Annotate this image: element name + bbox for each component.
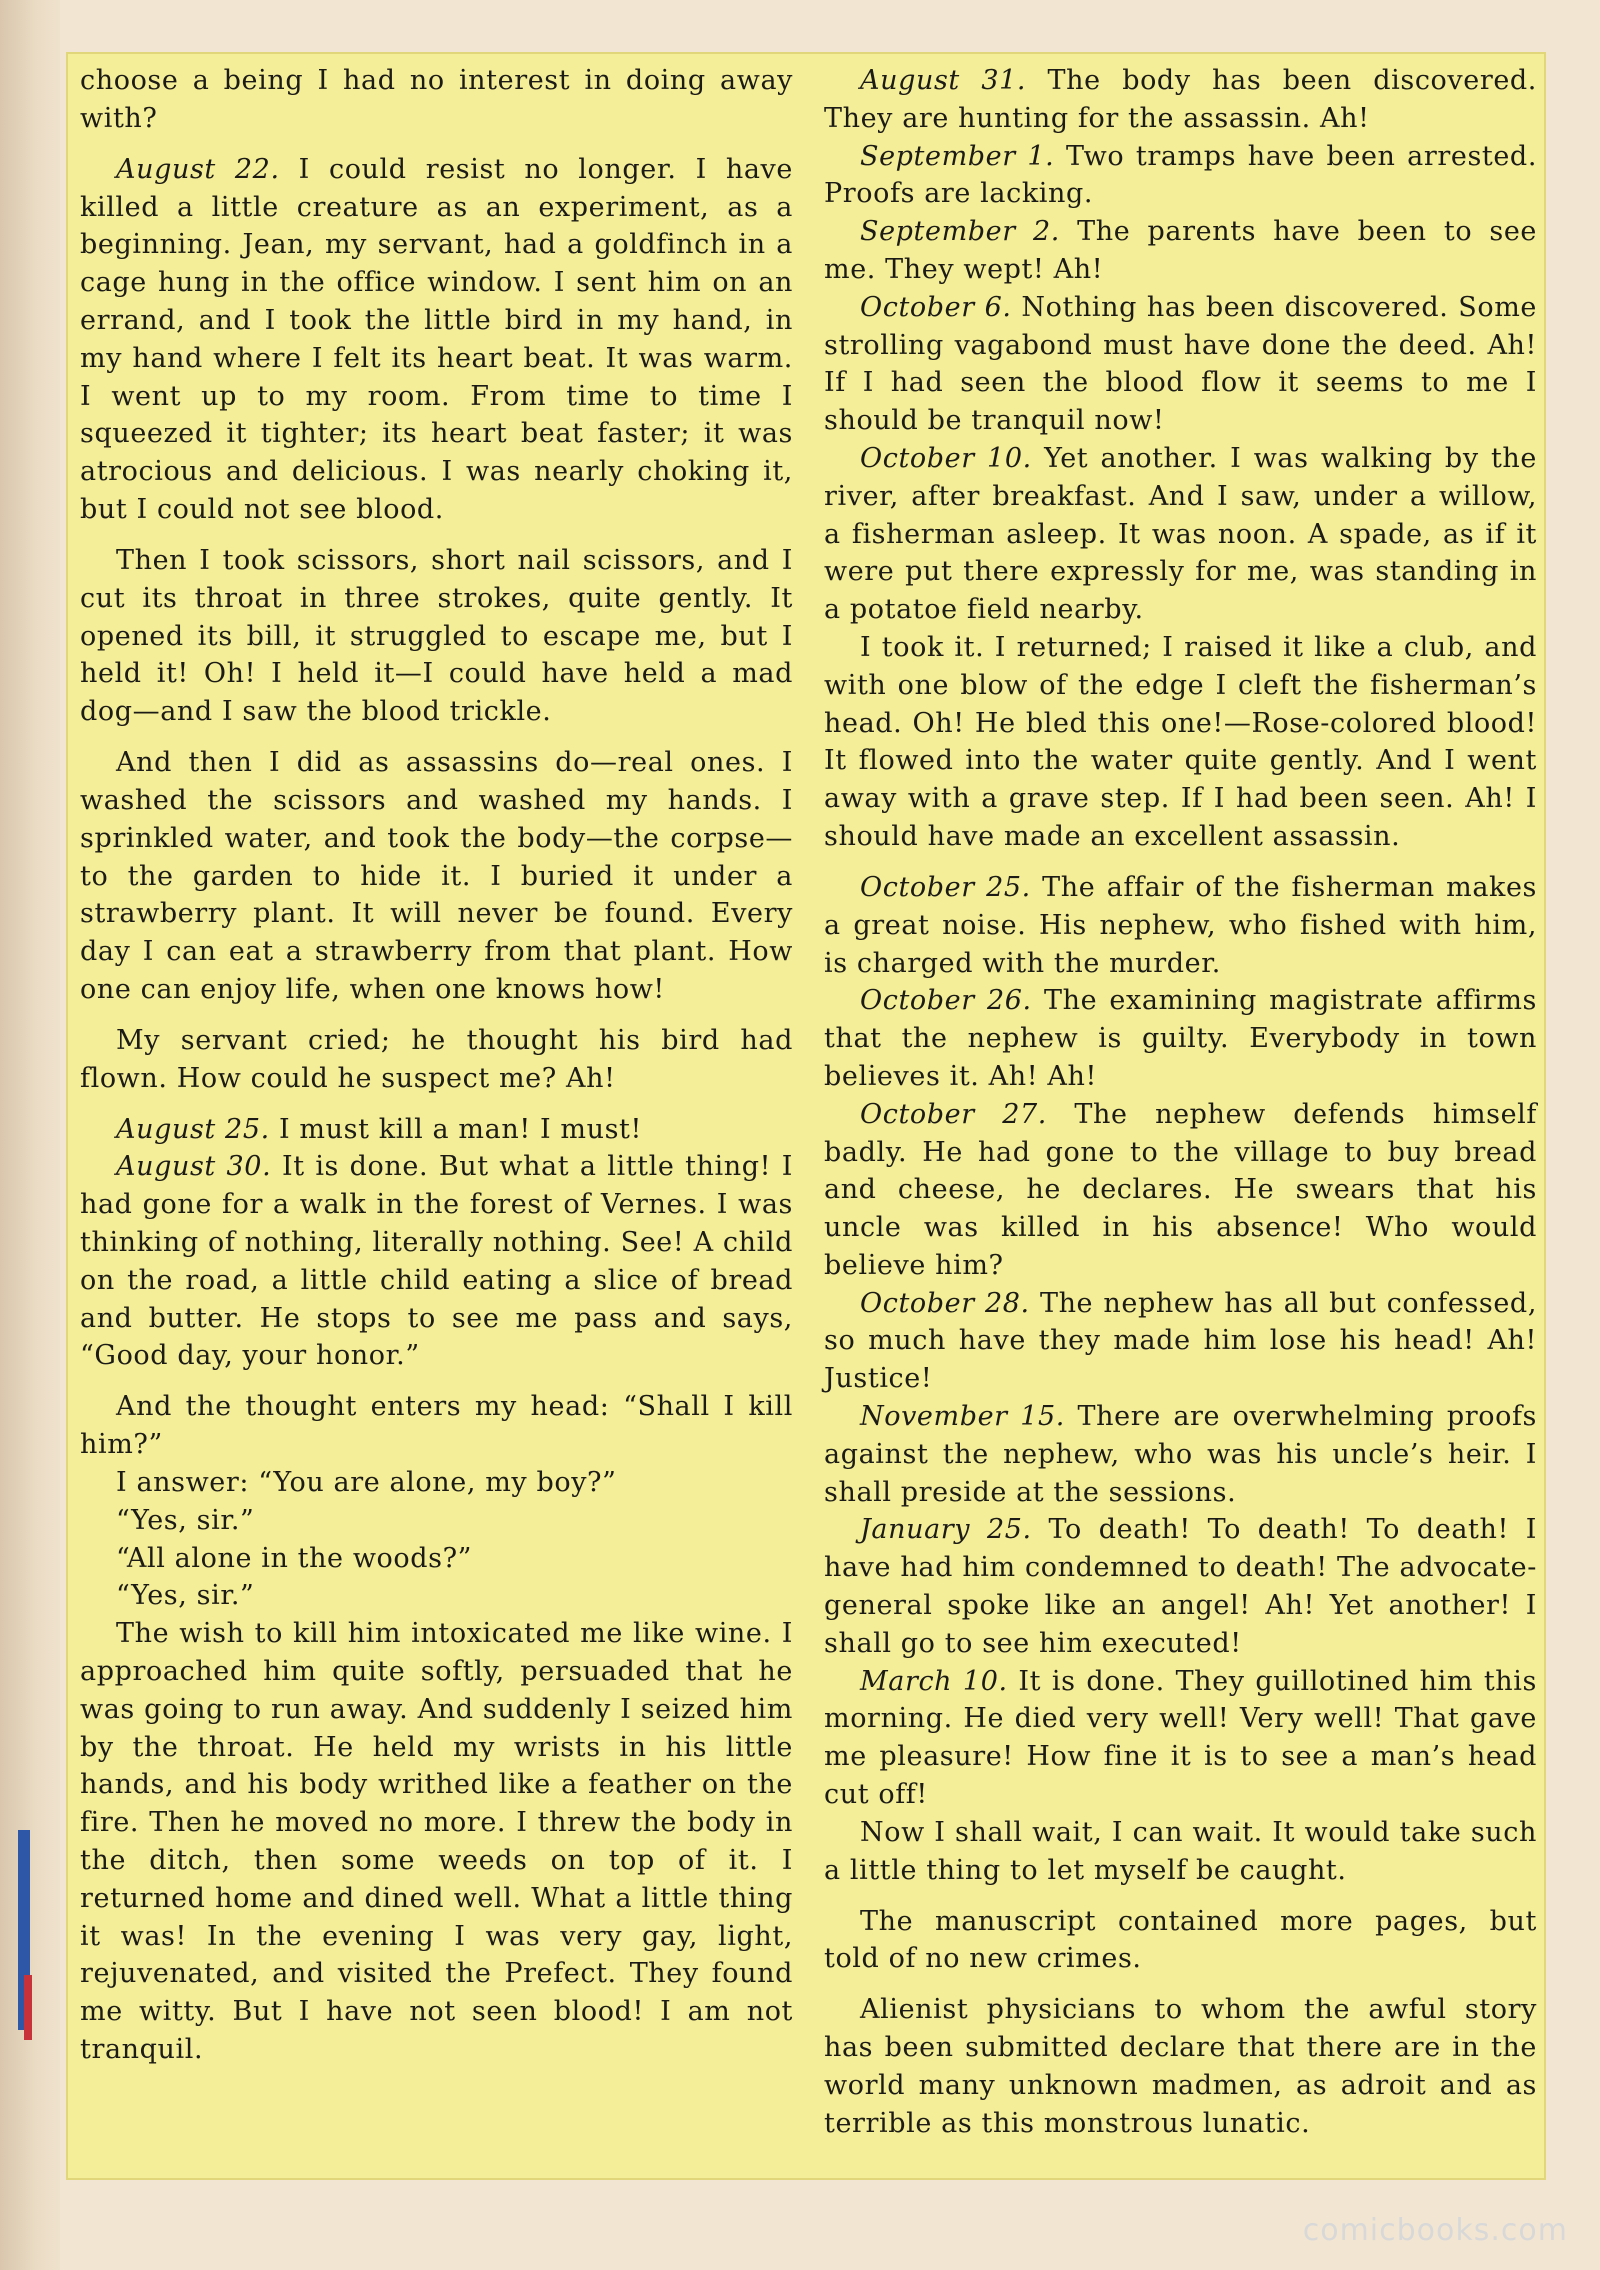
entry-date: November 15. (860, 1401, 1065, 1433)
watermark: comicbooks.com (1302, 2213, 1568, 2248)
paragraph (824, 982, 1537, 1095)
paragraph (824, 440, 1537, 629)
paragraph (80, 1577, 793, 1615)
right-column (824, 62, 1537, 2156)
paragraph-text: The examining magistrate affirms that the nephew is guilty. Everybody in town believes it. Ah! Ah! (824, 985, 1537, 1092)
paragraph (824, 1903, 1537, 1979)
entry-date: August 25. (116, 1113, 270, 1145)
paragraph-text: It is done. But what a little thing! I had gone for a walk in the forest of Vernes. I was thinking of nothing, literally nothing. See! A child on the road, a little child eating a slice of bread and butter. He stops to see me pass and says, “Good day, your honor.” (80, 1151, 793, 1372)
paragraph-text: It is done. They guillotined him this morning. He died very well! Very well! That gave me pleasure! How fine it is to see a man’s head cut off! (824, 1665, 1537, 1811)
paragraph-text: Yet another. I was walking by the river, after breakfast. And I saw, under a willow, a fisherman asleep. It was noon. A spade, as if it were put there expressly for me, was standing in a potatoe field nearby. (824, 442, 1538, 626)
paragraph-text: choose a being I had no interest in doing away with? (80, 65, 793, 134)
paragraph (824, 1398, 1537, 1511)
paragraph (80, 1502, 793, 1540)
paragraph (80, 1464, 793, 1502)
edge-stripe-red (24, 1975, 32, 2040)
paragraph-text: I could resist no longer. I have killed a little creature as an experiment, as a beginning. Jean, my servant, had a goldfinch in a cage hung in the office window. I sent him on an errand, and I took the little bird in my hand, in my hand where I felt its heart beat. It was warm. I went up to my room. From time to time I squeezed it tighter; its heart beat faster; it was atrocious and delicious. I was nearly choking it, but I could not see blood. (80, 153, 793, 525)
paragraph-text: Then I took scissors, short nail scissors, and I cut its throat in three strokes, quite gently. It opened its bill, it struggled to escape me, but I held it! Oh! I held it—I could have held a mad dog—and I saw the blood trickle. (80, 544, 793, 728)
paragraph-text: My servant cried; he thought his bird had flown. How could he suspect me? Ah! (80, 1024, 793, 1094)
paragraph-text: The nephew has all but confessed, so much have they made him lose his head! Ah! Justice! (824, 1287, 1537, 1395)
paragraph-text: “Yes, sir.” (116, 1580, 255, 1612)
left-column (80, 62, 793, 2082)
page-binding-edge (0, 0, 60, 2270)
paragraph (80, 744, 793, 1009)
entry-date: January 25. (860, 1514, 1032, 1546)
paragraph (80, 1148, 793, 1375)
paragraph (80, 151, 793, 529)
paragraph (824, 1991, 1537, 2142)
paragraph (80, 1022, 793, 1098)
paragraph-text: And the thought enters my head: “Shall I kill him?” (80, 1391, 793, 1461)
paragraph-text: The affair of the fisherman makes a great noise. His nephew, who fished with him, is charged with the murder. (824, 871, 1538, 979)
paragraph (824, 1663, 1537, 1814)
paragraph-text: Alienist physicians to whom the awful story has been submitted declare that there are in the world many unknown madmen, as adroit and as terrible as this monstrous lunatic. (824, 1994, 1537, 2139)
entry-date: September 1. (860, 140, 1055, 172)
paragraph-text: I took it. I returned; I raised it like a club, and with one blow of the edge I cleft the fisherman’s head. Oh! He bled this one!—Rose-colored blood! It flowed into the water quite gently. And I went away with a grave step. If I had been seen. Ah! I should have made an excellent assassin. (824, 631, 1537, 852)
paragraph (80, 62, 793, 138)
paragraph (824, 1285, 1537, 1398)
entry-date: August 30. (116, 1151, 272, 1183)
paragraph-text: “All alone in the woods?” (116, 1542, 473, 1574)
paragraph (80, 542, 793, 731)
entry-date: October 28. (860, 1287, 1030, 1319)
paragraph-text: The body has been discovered. They are hunting for the assassin. Ah! (824, 65, 1537, 134)
paragraph-text: “Yes, sir.” (116, 1504, 255, 1536)
paragraph-text: To death! To death! To death! I have had him condemned to death! The advocate-general spoke like an angel! Ah! Yet another! I shall go to see him executed! (824, 1514, 1537, 1659)
paragraph-text: I must kill a man! I must! (269, 1113, 642, 1145)
entry-date: October 10. (860, 442, 1032, 474)
entry-date: October 25. (860, 871, 1031, 903)
paragraph (824, 213, 1537, 289)
paragraph (824, 1511, 1537, 1662)
paragraph (824, 1814, 1537, 1890)
entry-date: October 27. (860, 1098, 1047, 1130)
paragraph (824, 869, 1537, 982)
paragraph (80, 1615, 793, 2069)
paragraph-text: The parents have been to see me. They wept! Ah! (824, 216, 1537, 285)
paragraph-text: Now I shall wait, I can wait. It would take such a little thing to let myself be caught. (824, 1816, 1537, 1886)
entry-date: September 2. (860, 216, 1060, 248)
paragraph (824, 138, 1537, 214)
paragraph (824, 62, 1537, 138)
paragraph-text: Two tramps have been arrested. Proofs are lacking. (824, 140, 1538, 210)
paragraph-text: And then I did as assassins do—real ones. I washed the scissors and washed my hands. I sprinkled water, and took the body—the corpse—to the garden to hide it. I buried it under a strawberry plant. It will never be found. Every day I can eat a strawberry from that plant. How one can enjoy life, when one knows how! (80, 747, 793, 1005)
entry-date: March 10. (860, 1665, 1008, 1697)
paragraph (80, 1388, 793, 1464)
paragraph (80, 1111, 793, 1149)
entry-date: October 6. (860, 291, 1012, 323)
entry-date: August 31. (860, 65, 1027, 96)
paragraph (824, 289, 1537, 440)
paragraph-text: The nephew defends himself badly. He had gone to the village to buy bread and cheese, he declares. He swears that his uncle was killed in his absence! Who would believe him? (824, 1098, 1538, 1281)
paragraph-text: I answer: “You are alone, my boy?” (116, 1467, 617, 1499)
paragraph (824, 629, 1537, 856)
paragraph-text: The manuscript contained more pages, but told of no new crimes. (824, 1905, 1537, 1975)
paragraph (824, 1096, 1537, 1285)
entry-date: October 26. (860, 985, 1032, 1017)
paragraph-text: There are overwhelming proofs against the nephew, who was his uncle’s heir. I shall preside at the sessions. (824, 1401, 1538, 1508)
paragraph (80, 1540, 793, 1578)
paragraph-text: Nothing has been discovered. Some strolling vagabond must have done the deed. Ah! If I had seen the blood flow it seems to me I should be tranquil now! (824, 291, 1537, 437)
entry-date: August 22. (116, 153, 280, 185)
paragraph-text: The wish to kill him intoxicated me like wine. I approached him quite softly, persuaded that he was going to run away. And suddenly I seized him by the throat. He held my wrists in his little hands, and his body writhed like a feather on the fire. Then he moved no more. I threw the body in the ditch, then some weeds on top of it. I returned home and dined well. What a little thing it was! In the evening I was very gay, light, rejuvenated, and visited the Prefect. They found me witty. But I have not seen blood! I am not tranquil. (80, 1618, 793, 2065)
